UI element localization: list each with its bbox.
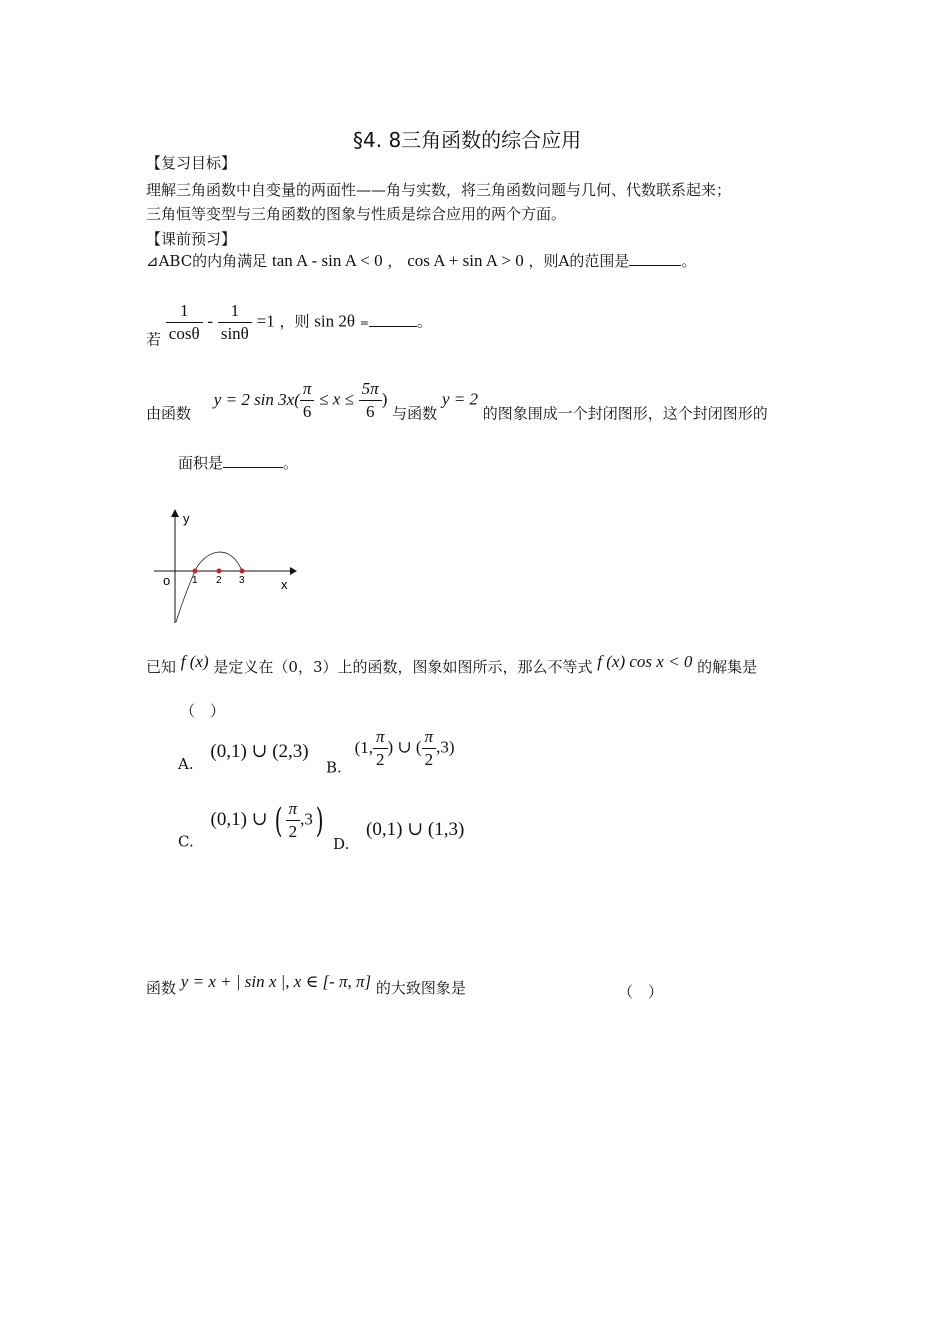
q5-prefix: 函数 xyxy=(146,979,177,997)
q1-expr2: cos A + sin A > 0 xyxy=(407,251,524,270)
question-4 xyxy=(146,652,757,677)
q3-with: 与函数 xyxy=(392,404,438,423)
tick-label-1: 1 xyxy=(192,575,198,586)
option-d-label: D. xyxy=(333,835,350,853)
point-1 xyxy=(193,569,198,574)
option-c-close-paren: ) xyxy=(315,800,324,841)
review-line-1: 理解三角函数中自变量的两面性——角与实数，将三角函数问题与几何、代数联系起来； xyxy=(146,181,732,199)
option-c-fraction xyxy=(286,798,301,843)
q2-fraction-2 xyxy=(218,300,252,345)
option-a[interactable] xyxy=(178,740,309,773)
option-c-pre: (0,1) ∪ xyxy=(210,808,268,830)
function-graph xyxy=(150,505,300,630)
q1-sep: ， xyxy=(387,252,403,270)
preview-heading: 【课前预习】 xyxy=(146,230,237,248)
y-axis-label: y xyxy=(183,511,190,526)
q2-fraction-1 xyxy=(166,300,203,345)
y-axis-arrow xyxy=(171,509,179,517)
option-a-label: A. xyxy=(178,755,194,773)
option-b-post: ,3) xyxy=(436,737,455,757)
q4-ineq: f (x) cos x < 0 xyxy=(597,652,693,671)
q1-suffix: ，则A的范围是 xyxy=(528,252,630,270)
q3-num1: π xyxy=(300,378,315,401)
option-b[interactable] xyxy=(326,726,455,777)
question-3-line-2 xyxy=(178,452,298,473)
question-3 xyxy=(146,378,768,424)
point-3 xyxy=(240,569,245,574)
option-c-num: π xyxy=(286,798,301,821)
question-2 xyxy=(146,300,432,350)
q4-suffix: 的解集是 xyxy=(697,658,758,676)
q1-prefix: ⊿ABC的内角满足 xyxy=(146,252,268,270)
option-b-den2: 2 xyxy=(424,750,434,769)
option-c-open-paren: ( xyxy=(275,800,283,841)
q5-expr: y = x + | sin x |, x ∈ [- π, π] xyxy=(180,972,372,991)
q2-den2: sinθ xyxy=(220,324,249,343)
option-b-fraction-2 xyxy=(422,726,437,771)
q3-prefix: 由函数 xyxy=(146,404,192,423)
q2-answer-blank[interactable] xyxy=(369,312,417,327)
option-b-den1: 2 xyxy=(376,750,385,769)
q4-mid: 是定义在（0，3）上的函数，图象如图所示，那么不等式 xyxy=(213,658,593,676)
option-b-num1: π xyxy=(373,726,388,749)
q2-end: 。 xyxy=(417,312,433,331)
q2-num2: 1 xyxy=(218,300,252,323)
q3-expr-a: y = 2 sin 3x( xyxy=(213,389,300,409)
option-b-num2: π xyxy=(422,726,437,749)
q2-eq: =1 xyxy=(256,311,275,331)
q5-answer-paren[interactable]: （ ） xyxy=(618,983,664,1001)
option-b-pre: (1, xyxy=(354,737,373,757)
option-c-den: 2 xyxy=(288,822,298,841)
tick-label-3: 3 xyxy=(239,575,245,586)
q3-ineq: ≤ x ≤ xyxy=(319,389,354,409)
function-curve xyxy=(176,552,242,622)
question-1 xyxy=(146,250,696,271)
option-a-expr: (0,1) ∪ (2,3) xyxy=(210,741,309,762)
q3-den1: 6 xyxy=(302,402,312,421)
x-axis-label: x xyxy=(281,577,288,592)
q4-fx: f (x) xyxy=(180,652,209,671)
option-c-post: ,3 xyxy=(300,809,313,829)
x-axis-arrow xyxy=(290,567,297,575)
q3-close: ) xyxy=(381,389,388,409)
q3-line2: 面积是 xyxy=(178,454,224,472)
review-line-2: 三角恒等变型与三角函数的图象与性质是综合应用的两个方面。 xyxy=(146,205,567,223)
q5-suffix: 的大致图象是 xyxy=(375,979,466,997)
question-5 xyxy=(146,972,466,998)
q3-num2: 5π xyxy=(359,378,382,401)
tick-label-2: 2 xyxy=(216,575,222,586)
origin-label: o xyxy=(163,573,171,588)
q2-den1: cosθ xyxy=(168,324,200,343)
option-c-label: C. xyxy=(178,832,194,851)
point-2 xyxy=(217,569,222,574)
option-c[interactable] xyxy=(178,798,326,851)
q3-den2: 6 xyxy=(365,402,375,421)
q1-end: 。 xyxy=(681,252,697,270)
review-heading: 【复习目标】 xyxy=(146,154,237,172)
q1-expr1: tan A - sin A < 0 xyxy=(271,251,383,270)
option-b-label: B. xyxy=(326,758,342,777)
q3-fraction-2 xyxy=(359,378,382,423)
q3-end: 。 xyxy=(283,454,299,472)
q2-num1: 1 xyxy=(166,300,203,323)
option-d[interactable] xyxy=(333,818,464,853)
q4-answer-paren[interactable]: （ ） xyxy=(180,702,226,720)
q4-prefix: 已知 xyxy=(146,658,177,676)
q3-answer-blank[interactable] xyxy=(223,453,283,468)
q2-minus: - xyxy=(207,311,214,331)
q2-prefix: 若 xyxy=(146,330,162,349)
q3-expr-b: y = 2 xyxy=(441,389,478,409)
q2-expr: sin 2θ xyxy=(314,311,356,331)
option-d-expr: (0,1) ∪ (1,3) xyxy=(366,819,465,840)
option-b-fraction-1 xyxy=(373,726,388,771)
q1-answer-blank[interactable] xyxy=(629,251,681,266)
q2-eq2: = xyxy=(359,316,370,330)
q2-mid: ，则 xyxy=(279,312,310,331)
q3-fraction-1 xyxy=(300,378,315,423)
q3-suffix: 的图象围成一个封闭图形，这个封闭图形的 xyxy=(482,404,768,423)
option-b-mid: ) ∪ ( xyxy=(387,737,422,757)
page-title: §4. 8三角函数的综合应用 xyxy=(353,128,582,152)
